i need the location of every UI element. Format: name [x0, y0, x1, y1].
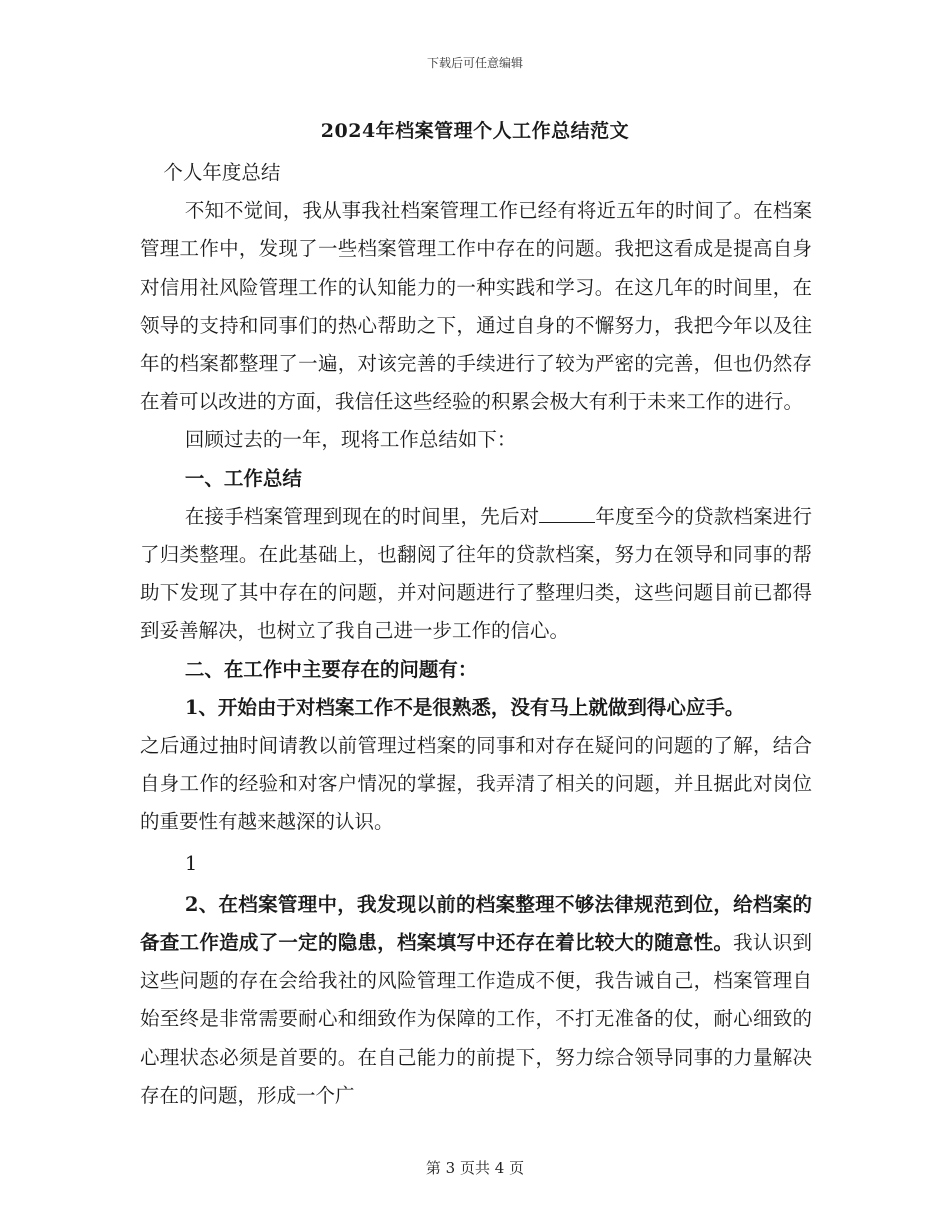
- paragraph-intro: 不知不觉间，我从事我社档案管理工作已经有将近五年的时间了。在档案管理工作中，发现了一些档案管理工作中存在的问题。我把这看成是提高自身对信用社风险管理工作的认知能力的一种实践和学习。在这几年的时间里，在领导的支持和同事们的热心帮助之下，通过自身的不懈努力，我把今年以及往年的档案都整理了一遍，对该完善的手续进行了较为严密的完善，但也仍然存在着可以改进的方面，我信任这些经验的积累会极大有利于未来工作的进行。: [140, 199, 812, 414]
- page-header: 下载后可任意编辑: [426, 56, 523, 70]
- paragraph-subtitle: 个人年度总结: [163, 161, 281, 184]
- work-summary-text-a: 在接手档案管理到现在的时间里，先后对: [184, 504, 540, 528]
- problem-1-heading: 1、开始由于对档案工作不是很熟悉，没有马上就做到得心应手。: [184, 695, 745, 719]
- paragraph-review: 回顾过去的一年，现将工作总结如下：: [184, 428, 517, 452]
- document-title: 2024年档案管理个人工作总结范文: [320, 120, 630, 142]
- document-body: [140, 154, 812, 1115]
- problem-2-body: 我认识到这些问题的存在会给我社的风险管理工作造成不便，我告诫自己，档案管理自始至终是非常需要耐心和细致作为保障的工作，不打无准备的仗，耐心细致的心理状态必须是首要的。在自己能力的前提下，努力综合领导同事的力量解决存在的问题，形成一个广: [140, 931, 812, 1107]
- paragraph-work-summary: [140, 498, 812, 651]
- fill-in-blank: [539, 504, 595, 523]
- inline-page-number: 1: [184, 851, 198, 875]
- page-footer: 第 3 页共 4 页: [425, 1159, 525, 1177]
- work-summary-text-b: 年度至今的贷款档案进行了归类整理。在此基础上，也翻阅了往年的贷款档案，努力在领导和同事的帮助下发现了其中存在的问题，并对问题进行了整理归类，这些问题目前已都得到妥善解决，也树立了我自己进一步工作的信心。: [140, 504, 812, 643]
- section-heading-1: 一、工作总结: [184, 466, 302, 490]
- problem-1-body: 之后通过抽时间请教以前管理过档案的同事和对存在疑问的问题的了解，结合自身工作的经验和对客户情况的掌握，我弄清了相关的问题，并且据此对岗位的重要性有越来越深的认识。: [140, 734, 812, 834]
- problem-2-heading: 2、在档案管理中，我发现以前的档案整理不够法律规范到位，给档案的备查工作造成了一定的隐患，档案填写中还存在着比较大的随意性。: [140, 892, 812, 955]
- problem-2-paragraph: [140, 886, 812, 1115]
- section-heading-2: 二、在工作中主要存在的问题有：: [184, 657, 478, 681]
